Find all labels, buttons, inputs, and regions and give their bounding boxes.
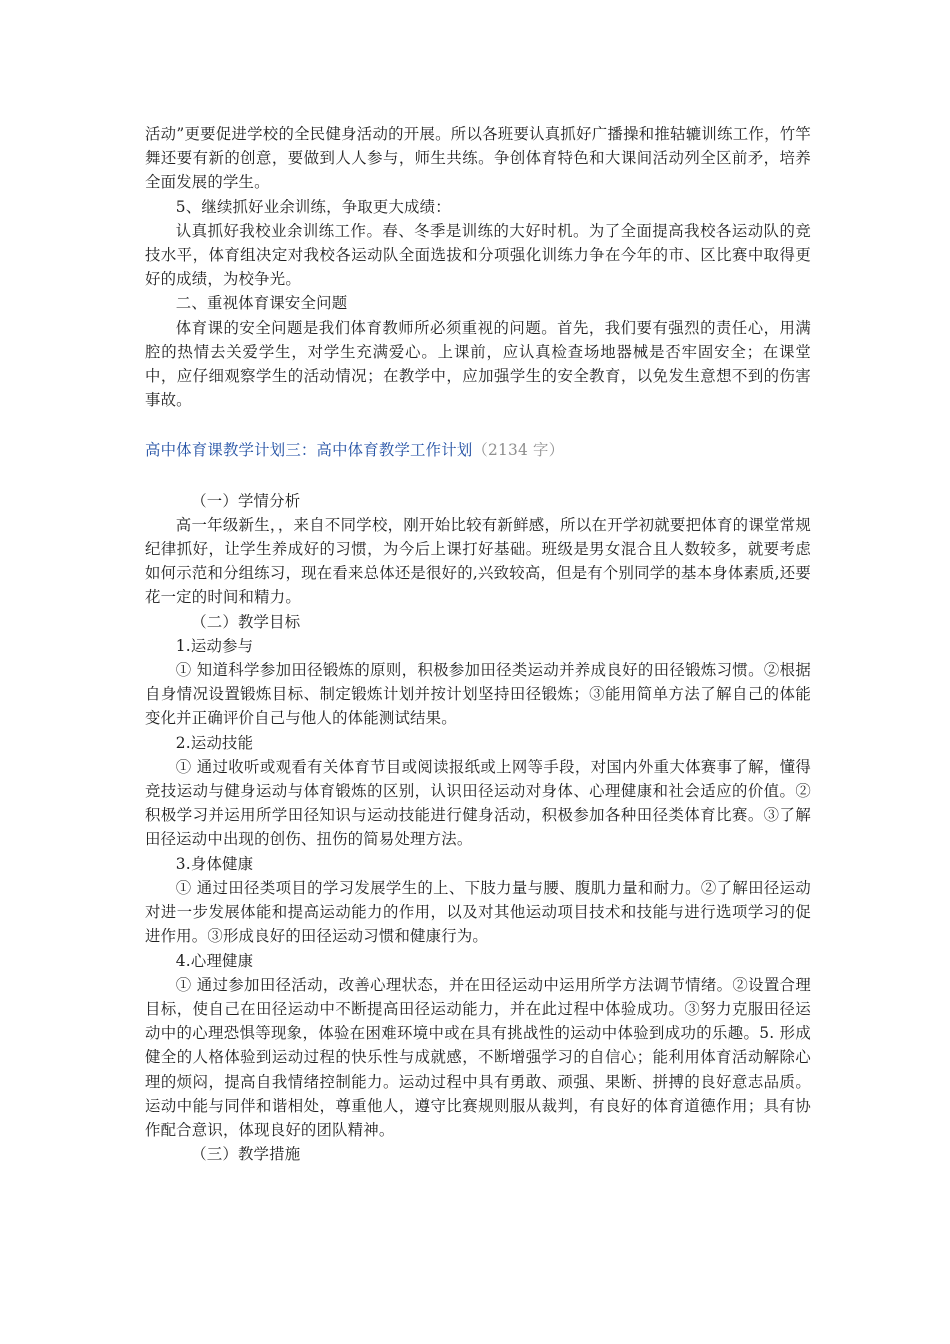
item-heading: 2.运动技能: [175, 733, 254, 752]
section-item-heading: 5、继续抓好业余训练，争取更大成绩：: [175, 197, 451, 216]
subsection-heading: （二）教学目标: [191, 612, 301, 631]
paragraph: ① 通过田径类项目的学习发展学生的上、下肢力量与腰、腹肌力量和耐力。②了解田径运动对进一步发展体能和提高运动能力的作用，以及对其他运动项目技术和技能与进行选项学习的促进作用。③形成良好的田径运动习惯和健康行为。: [145, 878, 811, 946]
article-heading-link[interactable]: [145, 438, 811, 462]
section-heading: 二、重视体育课安全问题: [175, 294, 348, 313]
item-heading: 3.身体健康: [175, 854, 254, 873]
paragraph: ① 知道科学参加田径锻炼的原则，积极参加田径类运动并养成良好的田径锻炼习惯。②根据自身情况设置锻炼目标、制定锻炼计划并按计划坚持田径锻炼；③能用简单方法了解自己的体能变化并正确评价自己与他人的体能测试结果。: [145, 661, 811, 728]
paragraph: 高一年级新生，，来自不同学校，刚开始比较有新鲜感，所以在开学初就要把体育的课堂常规纪律抓好，让学生养成好的习惯，为今后上课打好基础。班级是男女混合且人数较多，就要考虑如何示范和分组练习，现在看来总体还是很好的,兴致较高，但是有个别同学的基本身体素质,还要花一定的时间和精力。: [145, 515, 811, 607]
paragraph: 认真抓好我校业余训练工作。春、冬季是训练的大好时机。为了全面提高我校各运动队的竞技水平，体育组决定对我校各运动队全面选拔和分项强化训练力争在今年的市、区比赛中取得更好的成绩，为校争光。: [145, 221, 811, 289]
subsection-heading: （一）学情分析: [191, 491, 301, 510]
paragraph: 活动”更要促进学校的全民健身活动的开展。所以各班要认真抓好广播操和推轱辘训练工作，竹竿舞还要有新的创意，要做到人人参与，师生共练。争创体育特色和大课间活动列全区前矛，培养全面发展的学生。: [145, 125, 811, 192]
document-body: [145, 122, 811, 1166]
item-heading: 4.心理健康: [175, 951, 254, 970]
paragraph: 体育课的安全问题是我们体育教师所必须重视的问题。首先，我们要有强烈的责任心，用满腔的热情去关爱学生，对学生充满爱心。上课前，应认真检查场地器械是否牢固安全；在课堂中，应仔细观察学生的活动情况；在教学中，应加强学生的安全教育，以免发生意想不到的伤害事故。: [145, 318, 811, 410]
subsection-heading: （三）教学措施: [191, 1145, 301, 1164]
paragraph: ① 通过收听或观看有关体育节目或阅读报纸或上网等手段，对国内外重大体赛事了解，懂得竞技运动与健身运动与体育锻炼的区别，认识田径运动对身体、心理健康和社会适应的价值。②积极学习并运用所学田径知识与运动技能进行健身活动，积极参加各种田径类体育比赛。③了解田径运动中出现的创伤、扭伤的简易处理方法。: [145, 757, 811, 849]
item-heading: 1.运动参与: [175, 636, 254, 655]
article-title: 高中体育课教学计划三：高中体育教学工作计划: [145, 441, 473, 460]
paragraph: ① 通过参加田径活动，改善心理状态，并在田径运动中运用所学方法调节情绪。②设置合理目标，使自己在田径运动中不断提高田径运动能力，并在此过程中体验成功。③努力克服田径运动中的心理恐惧等现象，体验在困难环境中或在具有挑战性的运动中体验到成功的乐趣。5. 形成健全的人格体验到运动过程的快乐性与成就感，不断增强学习的自信心；能利用体育活动解除心理的烦闷，提高自我情绪控制能力。运动过程中具有勇敢、顽强、果断、拼搏的良好意志品质。运动中能与同伴和谐相处，尊重他人，遵守比赛规则服从裁判，有良好的体育道德作用；具有协作配合意识，体现良好的团队精神。: [145, 975, 811, 1139]
word-count: （2134 字）: [472, 441, 565, 460]
